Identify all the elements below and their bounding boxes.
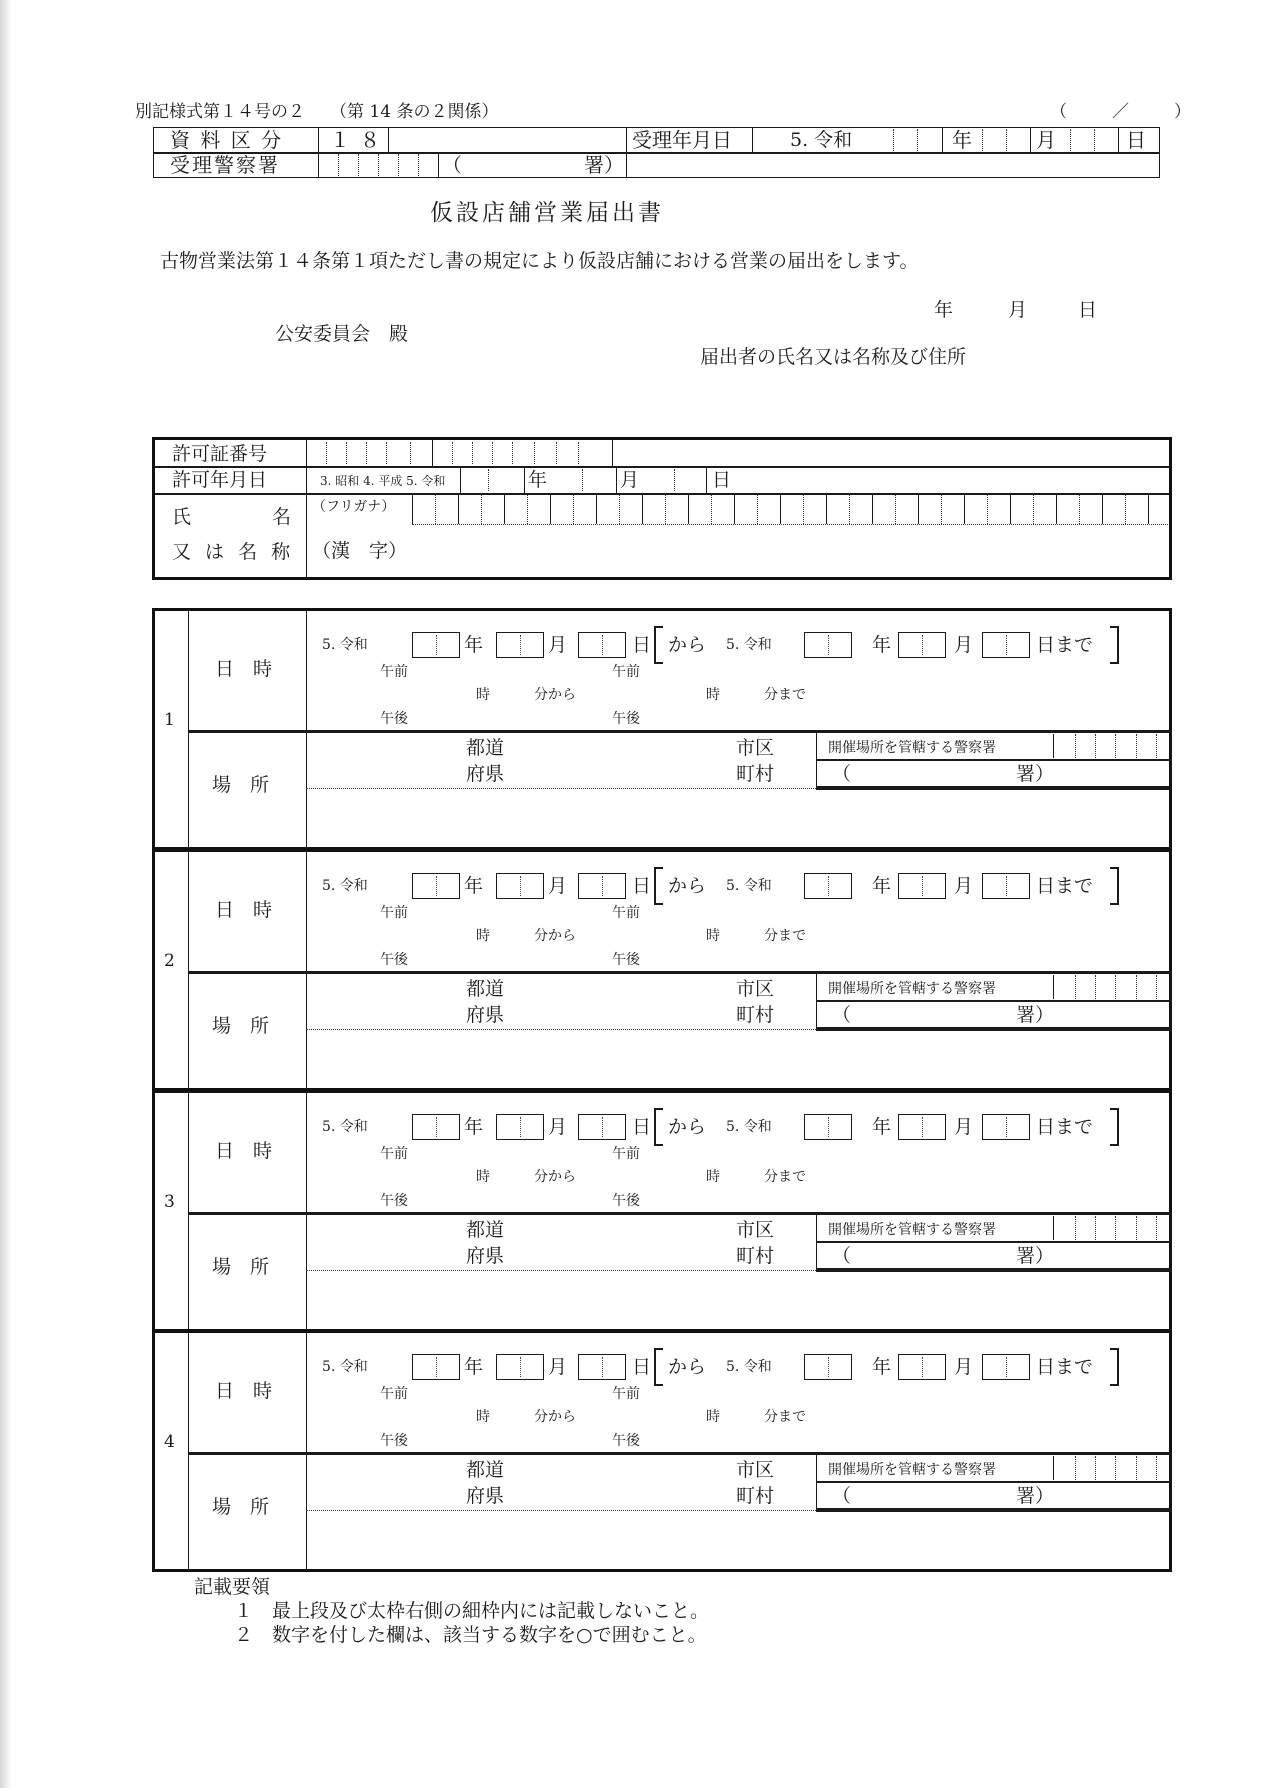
end-hour: 時 (706, 687, 720, 703)
end-day-input[interactable] (982, 873, 1030, 899)
name-label-1: 氏 名 (172, 506, 298, 528)
event-number: 1 (164, 710, 175, 730)
pref-label-1: 都道 (466, 1219, 505, 1241)
pref-label-2: 府県 (466, 1245, 505, 1267)
end-day-input[interactable] (982, 1114, 1030, 1140)
end-era: 5. 令和 (726, 637, 772, 653)
start-year-input[interactable] (412, 1114, 460, 1140)
from-label: から (668, 634, 707, 656)
station-close: 署） (1016, 763, 1055, 785)
permit-date-label: 許可年月日 (172, 469, 268, 491)
end-minute: 分まで (764, 1409, 806, 1425)
start-hour: 時 (476, 1409, 490, 1425)
end-year-label: 年 (872, 1356, 892, 1378)
open-bracket (654, 626, 663, 664)
start-year-label: 年 (464, 1116, 484, 1138)
page-edge-shadow (0, 0, 12, 1788)
start-month-input[interactable] (496, 1354, 544, 1380)
end-era: 5. 令和 (726, 878, 772, 894)
end-hour: 時 (706, 1409, 720, 1425)
permit-number-label: 許可証番号 (172, 443, 268, 465)
data-class-label: 資 料 区 分 (170, 128, 284, 152)
receipt-day: 日 (1126, 128, 1146, 152)
start-month-input[interactable] (496, 873, 544, 899)
city-label-1: 市区 (736, 978, 775, 1000)
end-am: 午前 (612, 664, 640, 680)
pref-label-2: 府県 (466, 1004, 505, 1026)
station-close: 署） (1016, 1004, 1055, 1026)
notes-heading: 記載要領 (194, 1576, 271, 1598)
date-line-year: 年 (934, 299, 954, 321)
end-minute: 分まで (764, 928, 806, 944)
place-label: 場 所 (212, 774, 270, 796)
start-year-label: 年 (464, 875, 484, 897)
jurisdiction-label: 開催場所を管轄する警察署 (828, 740, 996, 756)
until-label: 日まで (1036, 1116, 1094, 1138)
until-label: 日まで (1036, 634, 1094, 656)
event-number: 3 (164, 1192, 175, 1212)
city-label-2: 町村 (736, 1245, 775, 1267)
start-month-label: 月 (548, 875, 568, 897)
start-minute: 分から (534, 1409, 576, 1425)
datetime-label: 日 時 (215, 1140, 273, 1162)
end-year-input[interactable] (804, 873, 852, 899)
from-label: から (668, 1116, 707, 1138)
start-month-label: 月 (548, 1356, 568, 1378)
end-hour: 時 (706, 928, 720, 944)
event-number: 4 (164, 1432, 175, 1452)
name-label-2: 又 は 名 称 (172, 541, 295, 563)
start-minute: 分から (534, 928, 576, 944)
start-era: 5. 令和 (322, 637, 368, 653)
start-month-input[interactable] (496, 632, 544, 658)
start-pm: 午後 (380, 952, 408, 968)
end-am: 午前 (612, 1386, 640, 1402)
start-am: 午前 (380, 905, 408, 921)
start-year-input[interactable] (412, 873, 460, 899)
end-month-input[interactable] (898, 873, 946, 899)
pref-label-1: 都道 (466, 1459, 505, 1481)
city-label-2: 町村 (736, 1004, 775, 1026)
end-month-input[interactable] (898, 1354, 946, 1380)
city-label-1: 市区 (736, 737, 775, 759)
pref-label-2: 府県 (466, 763, 505, 785)
start-am: 午前 (380, 1386, 408, 1402)
until-label: 日まで (1036, 875, 1094, 897)
datetime-label: 日 時 (215, 1380, 273, 1402)
start-day-input[interactable] (578, 1114, 626, 1140)
police-close: 署） (584, 153, 624, 177)
pref-label-1: 都道 (466, 978, 505, 1000)
start-day-input[interactable] (578, 1354, 626, 1380)
end-day-input[interactable] (982, 1354, 1030, 1380)
start-month-input[interactable] (496, 1114, 544, 1140)
start-am: 午前 (380, 1146, 408, 1162)
city-label-1: 市区 (736, 1219, 775, 1241)
furigana-label: （フリガナ） (312, 499, 396, 515)
station-close: 署） (1016, 1485, 1055, 1507)
jurisdiction-label: 開催場所を管轄する警察署 (828, 1462, 996, 1478)
jurisdiction-label: 開催場所を管轄する警察署 (828, 981, 996, 997)
open-bracket (654, 1348, 663, 1386)
police-open: （ (442, 153, 462, 177)
end-pm: 午後 (612, 1193, 640, 1209)
receipt-month: 月 (1036, 128, 1056, 152)
start-pm: 午後 (380, 1433, 408, 1449)
close-bracket (1110, 626, 1119, 664)
start-year-label: 年 (464, 634, 484, 656)
end-am: 午前 (612, 1146, 640, 1162)
applicant-label: 届出者の氏名又は名称及び住所 (700, 346, 967, 368)
form-id: 別記様式第１４号の２ (135, 102, 305, 122)
end-pm: 午後 (612, 711, 640, 727)
start-hour: 時 (476, 928, 490, 944)
receipt-year: 年 (952, 128, 972, 152)
datetime-label: 日 時 (215, 899, 273, 921)
end-minute: 分まで (764, 1169, 806, 1185)
permit-month: 月 (620, 469, 640, 491)
start-minute: 分から (534, 1169, 576, 1185)
from-label: から (668, 875, 707, 897)
permit-era-options: 3. 昭和 4. 平成 5. 令和 (320, 474, 446, 488)
receipt-era: 5. 令和 (790, 129, 853, 151)
end-am: 午前 (612, 905, 640, 921)
close-bracket (1110, 867, 1119, 905)
start-year-input[interactable] (412, 1354, 460, 1380)
start-hour: 時 (476, 687, 490, 703)
start-month-label: 月 (548, 1116, 568, 1138)
start-era: 5. 令和 (322, 1119, 368, 1135)
permit-year: 年 (528, 469, 548, 491)
station-open: （ (832, 763, 852, 785)
end-era: 5. 令和 (726, 1359, 772, 1375)
event-number: 2 (164, 951, 175, 971)
end-month-label: 月 (954, 875, 974, 897)
note-item-2: ２ 数字を付した欄は、該当する数字を○で囲むこと。 (234, 1624, 707, 1646)
police-label: 受理警察署 (170, 153, 280, 177)
receipt-date-label: 受理年月日 (632, 128, 732, 152)
end-month-label: 月 (954, 1116, 974, 1138)
station-open: （ (832, 1004, 852, 1026)
end-year-input[interactable] (804, 1114, 852, 1140)
start-month-label: 月 (548, 634, 568, 656)
place-label: 場 所 (212, 1015, 270, 1037)
from-label: から (668, 1356, 707, 1378)
until-label: 日まで (1036, 1356, 1094, 1378)
pref-label-1: 都道 (466, 737, 505, 759)
start-minute: 分から (534, 687, 576, 703)
start-hour: 時 (476, 1169, 490, 1185)
form-relation: （第 14 条の２関係） (330, 102, 499, 122)
data-class-value: １８ (330, 128, 390, 152)
page-title: 仮設店舗営業届出書 (430, 200, 664, 226)
end-minute: 分まで (764, 687, 806, 703)
start-year-input[interactable] (412, 632, 460, 658)
end-year-input[interactable] (804, 632, 852, 658)
close-bracket (1110, 1348, 1119, 1386)
place-label: 場 所 (212, 1256, 270, 1278)
start-day-label: 日 (632, 1116, 652, 1138)
place-label: 場 所 (212, 1496, 270, 1518)
start-era: 5. 令和 (322, 878, 368, 894)
end-hour: 時 (706, 1169, 720, 1185)
pref-label-2: 府県 (466, 1485, 505, 1507)
end-era: 5. 令和 (726, 1119, 772, 1135)
addressee: 公安委員会 殿 (275, 323, 409, 345)
page-counter: （ ／ ） (1050, 102, 1205, 122)
date-line-day: 日 (1078, 299, 1098, 321)
start-am: 午前 (380, 664, 408, 680)
date-line-month: 月 (1008, 299, 1028, 321)
city-label-2: 町村 (736, 763, 775, 785)
open-bracket (654, 867, 663, 905)
permit-day: 日 (712, 469, 732, 491)
station-open: （ (832, 1485, 852, 1507)
start-pm: 午後 (380, 711, 408, 727)
start-era: 5. 令和 (322, 1359, 368, 1375)
start-day-label: 日 (632, 634, 652, 656)
start-day-label: 日 (632, 1356, 652, 1378)
start-year-label: 年 (464, 1356, 484, 1378)
station-open: （ (832, 1245, 852, 1267)
start-day-input[interactable] (578, 632, 626, 658)
end-year-label: 年 (872, 634, 892, 656)
end-day-input[interactable] (982, 632, 1030, 658)
start-pm: 午後 (380, 1193, 408, 1209)
end-year-label: 年 (872, 875, 892, 897)
note-item-1: １ 最上段及び太枠右側の細枠内には記載しないこと。 (234, 1600, 710, 1622)
city-label-1: 市区 (736, 1459, 775, 1481)
close-bracket (1110, 1108, 1119, 1146)
start-day-input[interactable] (578, 873, 626, 899)
station-close: 署） (1016, 1245, 1055, 1267)
end-year-input[interactable] (804, 1354, 852, 1380)
start-day-label: 日 (632, 875, 652, 897)
datetime-label: 日 時 (215, 658, 273, 680)
statement: 古物営業法第１４条第１項ただし書の規定により仮設店舗における営業の届出をします。 (160, 250, 919, 272)
end-pm: 午後 (612, 1433, 640, 1449)
end-month-label: 月 (954, 634, 974, 656)
city-label-2: 町村 (736, 1485, 775, 1507)
end-year-label: 年 (872, 1116, 892, 1138)
end-pm: 午後 (612, 952, 640, 968)
kanji-label: （漢 字） (312, 540, 408, 562)
end-month-label: 月 (954, 1356, 974, 1378)
end-month-input[interactable] (898, 1114, 946, 1140)
jurisdiction-label: 開催場所を管轄する警察署 (828, 1222, 996, 1238)
end-month-input[interactable] (898, 632, 946, 658)
open-bracket (654, 1108, 663, 1146)
